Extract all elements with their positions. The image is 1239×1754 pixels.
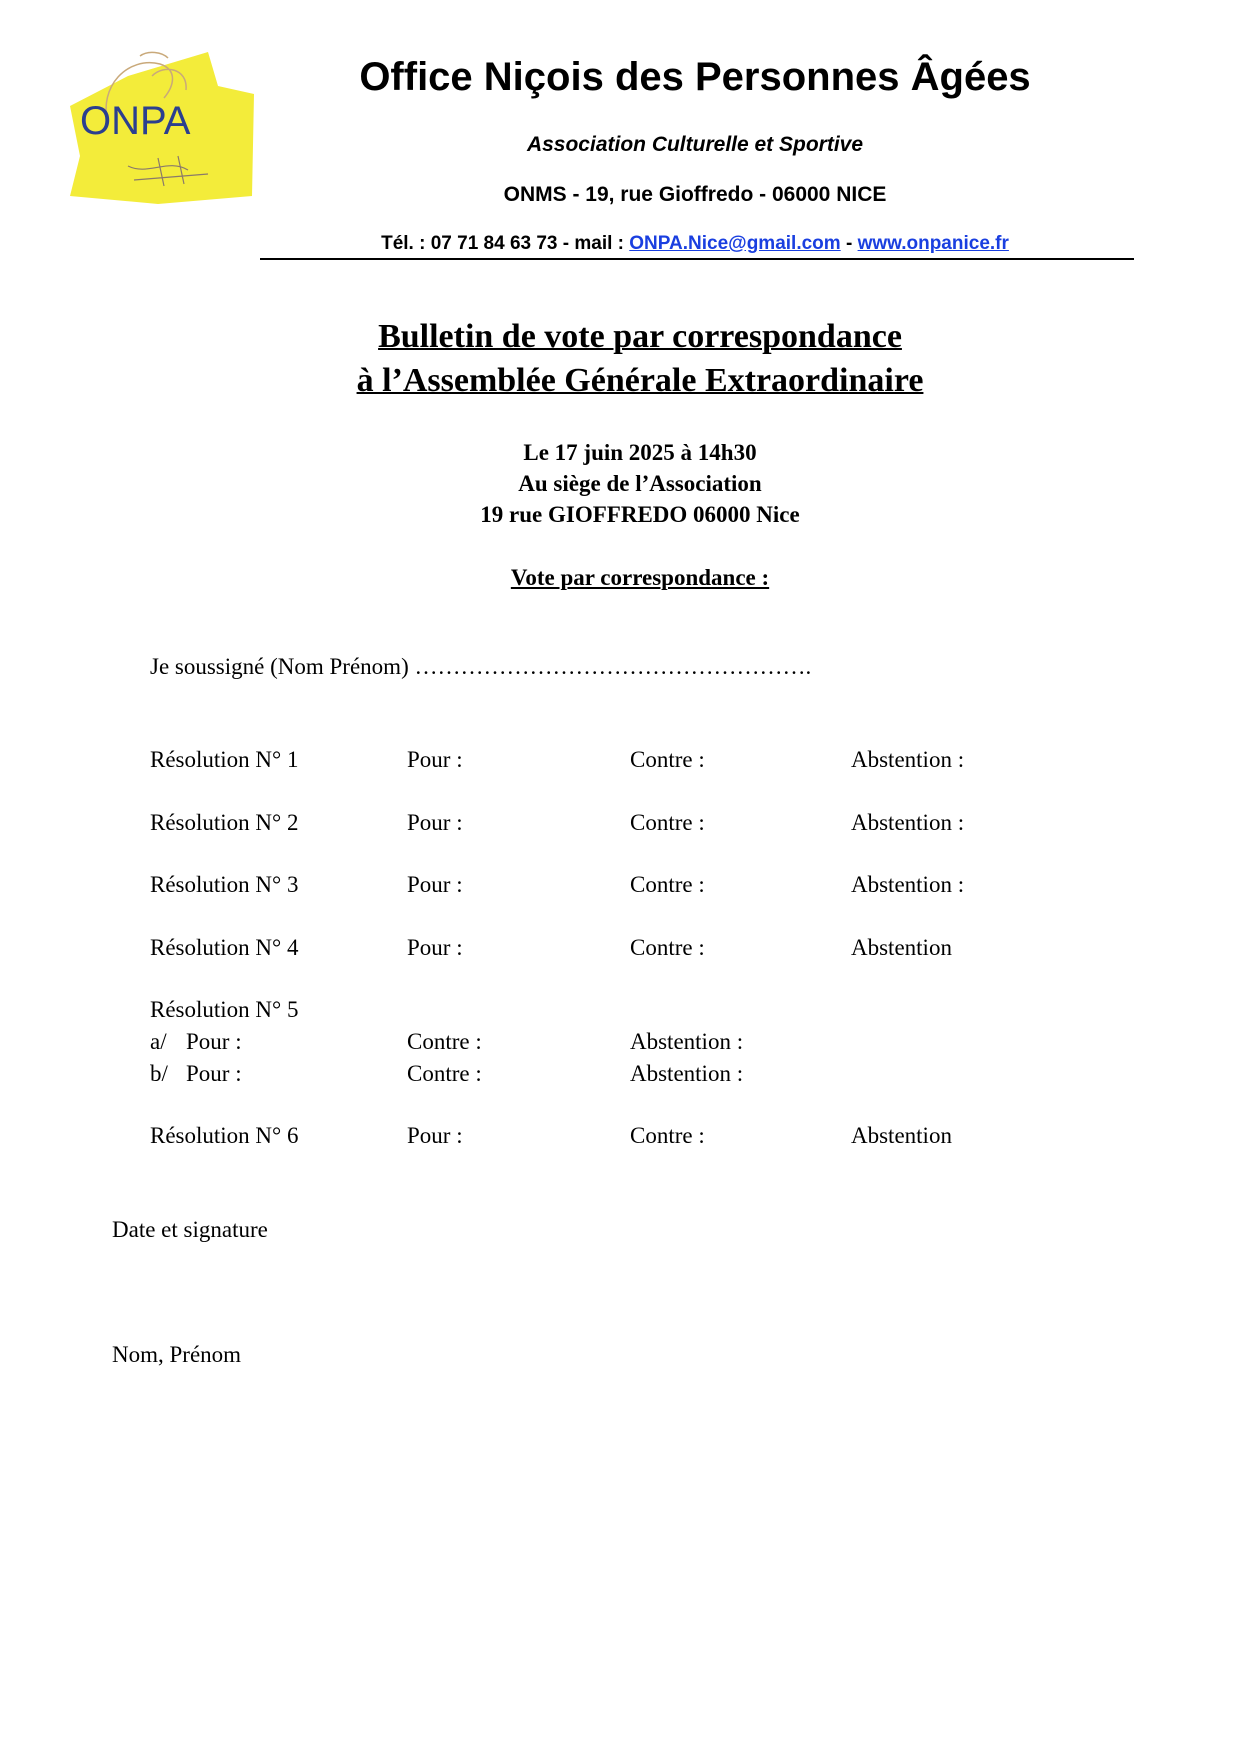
resolution-5b-prefix: b/ (150, 1061, 168, 1086)
contact-separator: - (840, 233, 858, 254)
resolution-5a-abstention: Abstention : (630, 1029, 744, 1054)
organization-name: Office Niçois des Personnes Âgées (359, 55, 1031, 99)
contact-phone: Tél. : 07 71 84 63 73 - mail : (381, 233, 630, 254)
meeting-address: 19 rue GIOFFREDO 06000 Nice (480, 502, 800, 527)
vote-heading: Vote par correspondance : (510, 565, 770, 590)
date-signature-label: Date et signature (112, 1217, 268, 1242)
organization-address: ONMS - 19, rue Gioffredo - 06000 NICE (503, 183, 887, 206)
resolution-4-label: Résolution N° 4 (150, 935, 299, 960)
resolution-1-contre: Contre : (630, 747, 705, 772)
resolution-2-abstention: Abstention : (851, 810, 965, 835)
resolution-5-label: Résolution N° 5 (150, 997, 299, 1022)
resolution-6-label: Résolution N° 6 (150, 1123, 299, 1148)
resolution-6-contre: Contre : (630, 1123, 705, 1148)
resolution-3-pour: Pour : (407, 872, 463, 897)
onpa-logo (68, 46, 254, 214)
organization-subtitle: Association Culturelle et Sportive (526, 133, 864, 156)
resolution-5b-contre: Contre : (407, 1061, 482, 1086)
organization-contact (250, 233, 1140, 255)
resolution-5b-pour: Pour : (186, 1061, 242, 1086)
resolution-6-pour: Pour : (407, 1123, 463, 1148)
resolution-4-abstention: Abstention (851, 935, 952, 960)
resolution-4-contre: Contre : (630, 935, 705, 960)
resolution-2-contre: Contre : (630, 810, 705, 835)
resolution-5a-pour: Pour : (186, 1029, 242, 1054)
resolution-5b-abstention: Abstention : (630, 1061, 744, 1086)
resolution-2-pour: Pour : (407, 810, 463, 835)
website-link[interactable]: www.onpanice.fr (857, 233, 1009, 254)
resolution-1-pour: Pour : (407, 747, 463, 772)
resolution-1-label: Résolution N° 1 (150, 747, 299, 772)
resolution-1-abstention: Abstention : (851, 747, 965, 772)
document-title-line-1: Bulletin de vote par correspondance (378, 318, 902, 355)
resolution-6-abstention: Abstention (851, 1123, 952, 1148)
resolution-5a-contre: Contre : (407, 1029, 482, 1054)
resolution-3-abstention: Abstention : (851, 872, 965, 897)
document-title-line-2: à l’Assemblée Générale Extraordinaire (356, 362, 924, 399)
resolution-4-pour: Pour : (407, 935, 463, 960)
name-label: Nom, Prénom (112, 1342, 242, 1367)
header-divider (260, 258, 1134, 260)
meeting-date: Le 17 juin 2025 à 14h30 (523, 440, 757, 465)
logo-text: ONPA (80, 99, 191, 143)
signatory-line: Je soussigné (Nom Prénom) ……………………………………………. (150, 654, 812, 679)
resolution-5a-prefix: a/ (150, 1029, 167, 1054)
resolution-3-contre: Contre : (630, 872, 705, 897)
resolution-2-label: Résolution N° 2 (150, 810, 299, 835)
resolution-3-label: Résolution N° 3 (150, 872, 299, 897)
meeting-place: Au siège de l’Association (518, 471, 762, 496)
email-link[interactable]: ONPA.Nice@gmail.com (629, 233, 841, 254)
